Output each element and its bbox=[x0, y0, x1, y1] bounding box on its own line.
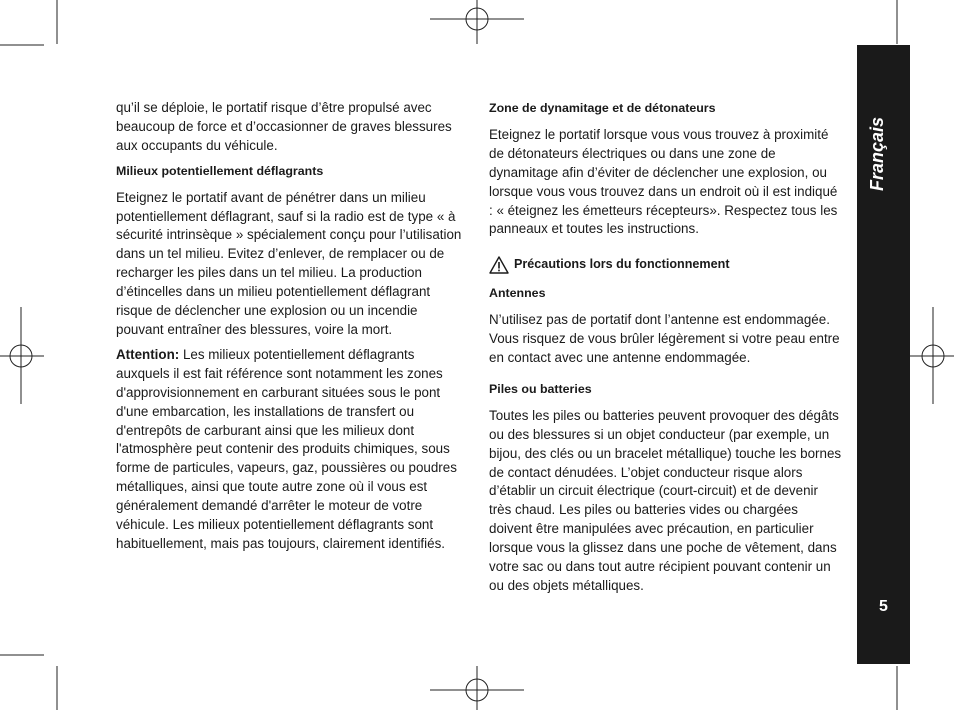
antennes-paragraph: N’utilisez pas de portatif dont l’antenne est endommagée. Vous risquez de vous brûler légèrement si votre peau entre en contact avec une antenne endommagée. bbox=[489, 312, 840, 365]
piles-paragraph: Toutes les piles ou batteries peuvent provoquer des dégâts ou des blessures si un objet conducteur (par exemple, un bijou, des clés ou un bracelet métallique) touche les bornes de contact dénudées. L’objet conducteur risque alors d’établir un circuit électrique (court-circuit) et de devenir très chaud. Les piles ou batteries vides ou chargées doivent être manipulées avec précaution, en particulier lorsque vous la glissez dans une poche de vêtement, dans votre sac ou dans tout autre récipient pouvant contenir un ou des objets métalliques. bbox=[489, 407, 842, 593]
language-label: Français bbox=[867, 117, 887, 192]
heading-antennes: Antennes bbox=[489, 286, 546, 301]
attention-paragraph bbox=[116, 346, 464, 554]
page-number: 5 bbox=[879, 598, 888, 615]
attention-text: Les milieux potentiellement déflagrants auxquels il est fait référence sont notamment les zones d'approvisionnement en carburant situées sous le pont d'une embarcation, les installations de transfert ou d'entrepôts de carburant ainsi que les milieux dont l'atmosphère peut contenir des produits chimiques, sous forme de particules, vapeurs, gaz, poussières ou poudres métalliques, ainsi que toute autre zone où il vous est généralement demandé d'arrêter le moteur de votre véhicule. Les milieux potentiellement déflagrants sont habituellement, mais pas toujours, clairement identifiés. bbox=[116, 346, 457, 551]
heading-milieux: Milieux potentiellement déflagrants bbox=[116, 163, 324, 178]
attention-label: Attention: bbox=[116, 346, 180, 362]
zone-paragraph: Eteignez le portatif lorsque vous vous trouvez à proximité de détonateurs électriques ou dans une zone de dynamitage afin d’éviter de déclencher une explosion, ou lorsque vous vous trouvez dans un endroit où il est indiqué : « éteignez les émetteurs récepteurs». Respectez tous les panneaux et toutes les instructions. bbox=[489, 126, 838, 237]
warning-triangle-icon bbox=[489, 256, 509, 274]
language-tab bbox=[857, 45, 910, 664]
precautions-heading-text: Précautions lors du fonctionnement bbox=[514, 257, 730, 272]
intro-paragraph: qu’il se déploie, le portatif risque d’être propulsé avec beaucoup de force et d’occasionner de graves blessures aux occupants du véhicule. bbox=[116, 100, 452, 153]
left-column bbox=[116, 99, 464, 560]
right-column bbox=[489, 99, 843, 602]
precautions-heading bbox=[489, 255, 843, 274]
milieux-paragraph: Eteignez le portatif avant de pénétrer dans un milieu potentiellement déflagrant, sauf si la radio est de type « à sécurité intrinsèque » spécialement conçu pour l’utilisation dans un tel milieu. Evitez d’enlever, de remplacer ou de recharger les piles dans un tel milieu. La production d’étincelles dans un milieu potentiellement déflagrant risque de déclencher une explosion ou un incendie pouvant entraîner des blessures, voire la mort. bbox=[116, 189, 462, 337]
heading-piles: Piles ou batteries bbox=[489, 381, 592, 396]
heading-zone: Zone de dynamitage et de détonateurs bbox=[489, 101, 716, 115]
